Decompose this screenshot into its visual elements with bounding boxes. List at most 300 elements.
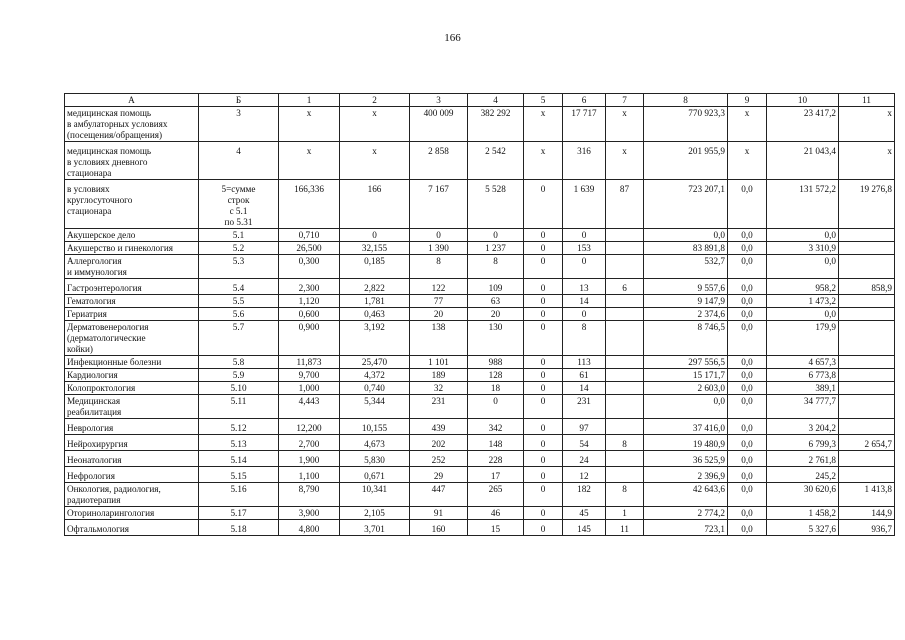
col-11-cell: 2 654,7 [839,435,895,451]
col-2-cell: 32,155 [340,242,410,255]
col-5-cell: 0 [524,229,563,242]
col-2-cell: 1,781 [340,295,410,308]
col-2-cell: 10,155 [340,419,410,435]
col-10-cell: 3 310,9 [767,242,839,255]
row-name: Гастроэнтерология [65,279,199,295]
column-header: 9 [728,94,767,107]
column-header: А [65,94,199,107]
table-row [65,369,895,382]
row-code-cell: 5.4 [199,279,279,295]
col-4-cell: 8 [468,255,524,279]
row-name: Акушерское дело [65,229,199,242]
table-row [65,382,895,395]
col-7-cell: 11 [606,520,644,536]
table-row [65,321,895,356]
col-9-cell: 0,0 [728,507,767,520]
column-header: 4 [468,94,524,107]
col-1-cell: 4,800 [279,520,340,536]
col-5-cell: x [524,107,563,142]
col-6-cell: 153 [563,242,606,255]
col-7-cell [606,467,644,483]
column-header: 6 [563,94,606,107]
col-1-cell: x [279,107,340,142]
col-7-cell: x [606,142,644,180]
table-row [65,419,895,435]
col-6-cell: 231 [563,395,606,419]
col-3-cell: 7 167 [410,180,468,229]
row-name: Аллергология и иммунология [65,255,199,279]
col-6-cell: 45 [563,507,606,520]
row-code-cell: 5.6 [199,308,279,321]
col-11-cell: x [839,107,895,142]
col-10-cell: 389,1 [767,382,839,395]
col-8-cell: 297 556,5 [644,356,728,369]
col-5-cell: 0 [524,369,563,382]
col-1-cell: 2,700 [279,435,340,451]
col-5-cell: 0 [524,180,563,229]
col-9-cell: x [728,142,767,180]
row-code-cell: 5=сумме строк с 5.1 по 5.31 [199,180,279,229]
row-name: Неонатология [65,451,199,467]
col-8-cell: 37 416,0 [644,419,728,435]
col-6-cell: 12 [563,467,606,483]
col-1-cell: 0,300 [279,255,340,279]
col-6-cell: 0 [563,229,606,242]
col-2-cell: 0,463 [340,308,410,321]
row-code-cell: 5.5 [199,295,279,308]
col-6-cell: 17 717 [563,107,606,142]
col-9-cell: 0,0 [728,419,767,435]
col-8-cell: 19 480,9 [644,435,728,451]
col-2-cell: 25,470 [340,356,410,369]
col-8-cell: 8 746,5 [644,321,728,356]
col-3-cell: 160 [410,520,468,536]
col-5-cell: 0 [524,451,563,467]
col-9-cell: 0,0 [728,483,767,507]
row-code-cell: 5.17 [199,507,279,520]
col-3-cell: 91 [410,507,468,520]
col-8-cell: 15 171,7 [644,369,728,382]
col-10-cell: 131 572,2 [767,180,839,229]
col-6-cell: 13 [563,279,606,295]
col-4-cell: 342 [468,419,524,435]
col-10-cell: 23 417,2 [767,107,839,142]
col-3-cell: 29 [410,467,468,483]
col-4-cell: 988 [468,356,524,369]
row-code-cell: 5.15 [199,467,279,483]
col-3-cell: 20 [410,308,468,321]
col-9-cell: 0,0 [728,451,767,467]
col-6-cell: 145 [563,520,606,536]
col-4-cell: 0 [468,229,524,242]
col-8-cell: 42 643,6 [644,483,728,507]
col-1-cell: 0,600 [279,308,340,321]
col-2-cell: 4,673 [340,435,410,451]
col-3-cell: 1 101 [410,356,468,369]
col-5-cell: 0 [524,435,563,451]
col-9-cell: 0,0 [728,180,767,229]
col-1-cell: 4,443 [279,395,340,419]
col-2-cell: 3,192 [340,321,410,356]
col-5-cell: x [524,142,563,180]
row-code-cell: 5.2 [199,242,279,255]
col-5-cell: 0 [524,382,563,395]
col-9-cell: 0,0 [728,520,767,536]
col-6-cell: 97 [563,419,606,435]
row-code-cell: 5.16 [199,483,279,507]
row-name: Акушерство и гинекология [65,242,199,255]
col-9-cell: 0,0 [728,382,767,395]
col-10-cell: 1 473,2 [767,295,839,308]
column-header: 5 [524,94,563,107]
col-5-cell: 0 [524,467,563,483]
col-4-cell: 2 542 [468,142,524,180]
col-3-cell: 231 [410,395,468,419]
col-8-cell: 770 923,3 [644,107,728,142]
col-1-cell: 3,900 [279,507,340,520]
col-1-cell: 166,336 [279,180,340,229]
col-10-cell: 5 327,6 [767,520,839,536]
col-8-cell: 0,0 [644,229,728,242]
col-8-cell: 9 147,9 [644,295,728,308]
col-4-cell: 20 [468,308,524,321]
col-3-cell: 77 [410,295,468,308]
col-9-cell: 0,0 [728,467,767,483]
col-9-cell: 0,0 [728,321,767,356]
col-1-cell: 0,900 [279,321,340,356]
col-4-cell: 148 [468,435,524,451]
row-name: Медицинская реабилитация [65,395,199,419]
col-7-cell: 87 [606,180,644,229]
row-name: Оториноларингология [65,507,199,520]
col-10-cell: 6 799,3 [767,435,839,451]
col-3-cell: 252 [410,451,468,467]
col-6-cell: 182 [563,483,606,507]
col-8-cell: 9 557,6 [644,279,728,295]
col-1-cell: 1,000 [279,382,340,395]
row-name: медицинская помощь в амбулаторных условиях (посещения/обращения) [65,107,199,142]
col-4-cell: 5 528 [468,180,524,229]
col-3-cell: 439 [410,419,468,435]
table-header-row [65,94,895,107]
col-1-cell: 12,200 [279,419,340,435]
col-10-cell: 30 620,6 [767,483,839,507]
col-10-cell: 958,2 [767,279,839,295]
col-2-cell: 2,822 [340,279,410,295]
col-6-cell: 316 [563,142,606,180]
page-number: 166 [444,32,461,44]
table-row [65,467,895,483]
column-header: Б [199,94,279,107]
col-2-cell: 0,185 [340,255,410,279]
column-header: 1 [279,94,340,107]
col-5-cell: 0 [524,242,563,255]
col-2-cell: x [340,142,410,180]
col-11-cell [839,356,895,369]
col-2-cell: 0,671 [340,467,410,483]
col-8-cell: 723 207,1 [644,180,728,229]
row-code-cell: 5.8 [199,356,279,369]
col-7-cell: x [606,107,644,142]
col-2-cell: 5,830 [340,451,410,467]
col-6-cell: 8 [563,321,606,356]
col-7-cell [606,395,644,419]
col-11-cell [839,242,895,255]
col-5-cell: 0 [524,395,563,419]
table-row [65,483,895,507]
col-7-cell [606,369,644,382]
row-name: Кардиология [65,369,199,382]
col-2-cell: 3,701 [340,520,410,536]
col-11-cell: x [839,142,895,180]
col-5-cell: 0 [524,321,563,356]
col-1-cell: 1,900 [279,451,340,467]
table-row [65,107,895,142]
col-9-cell: 0,0 [728,308,767,321]
col-5-cell: 0 [524,507,563,520]
col-11-cell [839,395,895,419]
col-11-cell [839,382,895,395]
col-2-cell: 0 [340,229,410,242]
col-3-cell: 447 [410,483,468,507]
col-4-cell: 18 [468,382,524,395]
col-9-cell: 0,0 [728,229,767,242]
col-10-cell: 21 043,4 [767,142,839,180]
col-10-cell: 2 761,8 [767,451,839,467]
col-9-cell: 0,0 [728,295,767,308]
col-4-cell: 382 292 [468,107,524,142]
col-4-cell: 228 [468,451,524,467]
col-1-cell: 0,710 [279,229,340,242]
col-5-cell: 0 [524,295,563,308]
col-7-cell [606,242,644,255]
col-3-cell: 32 [410,382,468,395]
column-header: 8 [644,94,728,107]
col-5-cell: 0 [524,279,563,295]
col-4-cell: 0 [468,395,524,419]
col-7-cell [606,451,644,467]
col-6-cell: 0 [563,308,606,321]
col-7-cell [606,321,644,356]
table-row [65,435,895,451]
col-3-cell: 400 009 [410,107,468,142]
row-code-cell: 5.14 [199,451,279,467]
col-3-cell: 122 [410,279,468,295]
col-10-cell: 179,9 [767,321,839,356]
col-2-cell: 2,105 [340,507,410,520]
row-code-cell: 5.3 [199,255,279,279]
col-8-cell: 2 603,0 [644,382,728,395]
col-2-cell: 4,372 [340,369,410,382]
col-3-cell: 0 [410,229,468,242]
col-1-cell: 9,700 [279,369,340,382]
col-10-cell: 3 204,2 [767,419,839,435]
col-4-cell: 17 [468,467,524,483]
col-4-cell: 130 [468,321,524,356]
column-header: 7 [606,94,644,107]
col-4-cell: 46 [468,507,524,520]
col-7-cell: 8 [606,435,644,451]
col-5-cell: 0 [524,255,563,279]
col-4-cell: 63 [468,295,524,308]
row-name: Онкология, радиология, радиотерапия [65,483,199,507]
row-name: Нейрохирургия [65,435,199,451]
col-6-cell: 1 639 [563,180,606,229]
col-9-cell: 0,0 [728,255,767,279]
col-2-cell: x [340,107,410,142]
table-row [65,308,895,321]
col-6-cell: 113 [563,356,606,369]
col-1-cell: 1,120 [279,295,340,308]
row-code-cell: 3 [199,107,279,142]
table-row [65,356,895,369]
table-row [65,520,895,536]
row-name: в условиях круглосуточного стационара [65,180,199,229]
col-9-cell: x [728,107,767,142]
col-2-cell: 5,344 [340,395,410,419]
table-row [65,395,895,419]
col-4-cell: 128 [468,369,524,382]
col-8-cell: 2 374,6 [644,308,728,321]
col-9-cell: 0,0 [728,279,767,295]
col-7-cell [606,229,644,242]
row-code-cell: 5.1 [199,229,279,242]
col-7-cell [606,295,644,308]
col-9-cell: 0,0 [728,369,767,382]
col-11-cell: 1 413,8 [839,483,895,507]
col-11-cell [839,451,895,467]
col-5-cell: 0 [524,308,563,321]
col-10-cell: 6 773,8 [767,369,839,382]
col-11-cell: 144,9 [839,507,895,520]
col-7-cell: 6 [606,279,644,295]
row-code-cell: 5.13 [199,435,279,451]
col-1-cell: x [279,142,340,180]
table-row [65,242,895,255]
col-3-cell: 2 858 [410,142,468,180]
col-10-cell: 0,0 [767,229,839,242]
col-3-cell: 189 [410,369,468,382]
column-header: 3 [410,94,468,107]
col-9-cell: 0,0 [728,356,767,369]
table-row [65,142,895,180]
col-4-cell: 265 [468,483,524,507]
column-header: 2 [340,94,410,107]
col-4-cell: 109 [468,279,524,295]
row-name: Колопроктология [65,382,199,395]
col-6-cell: 61 [563,369,606,382]
col-10-cell: 245,2 [767,467,839,483]
table-row [65,507,895,520]
col-10-cell: 1 458,2 [767,507,839,520]
col-11-cell [839,369,895,382]
col-11-cell: 19 276,8 [839,180,895,229]
table-row [65,295,895,308]
row-code-cell: 5.7 [199,321,279,356]
col-11-cell [839,255,895,279]
table-row [65,229,895,242]
col-3-cell: 8 [410,255,468,279]
col-11-cell [839,321,895,356]
row-code-cell: 5.12 [199,419,279,435]
col-1-cell: 26,500 [279,242,340,255]
col-2-cell: 0,740 [340,382,410,395]
col-9-cell: 0,0 [728,395,767,419]
col-2-cell: 10,341 [340,483,410,507]
column-header: 11 [839,94,895,107]
col-11-cell: 936,7 [839,520,895,536]
col-11-cell [839,419,895,435]
col-3-cell: 1 390 [410,242,468,255]
col-3-cell: 202 [410,435,468,451]
col-3-cell: 138 [410,321,468,356]
col-9-cell: 0,0 [728,435,767,451]
col-10-cell: 0,0 [767,308,839,321]
col-6-cell: 54 [563,435,606,451]
col-8-cell: 36 525,9 [644,451,728,467]
row-code-cell: 5.9 [199,369,279,382]
col-10-cell: 0,0 [767,255,839,279]
col-5-cell: 0 [524,520,563,536]
col-1-cell: 2,300 [279,279,340,295]
table-row [65,255,895,279]
col-6-cell: 14 [563,382,606,395]
col-5-cell: 0 [524,356,563,369]
col-5-cell: 0 [524,419,563,435]
col-7-cell [606,419,644,435]
row-name: Гериатрия [65,308,199,321]
col-8-cell: 2 396,9 [644,467,728,483]
col-1-cell: 1,100 [279,467,340,483]
col-4-cell: 1 237 [468,242,524,255]
table-row [65,180,895,229]
table-row [65,451,895,467]
col-6-cell: 24 [563,451,606,467]
row-name: Инфекционные болезни [65,356,199,369]
col-10-cell: 4 657,3 [767,356,839,369]
col-7-cell [606,356,644,369]
row-code-cell: 5.10 [199,382,279,395]
col-11-cell [839,295,895,308]
col-7-cell [606,308,644,321]
col-5-cell: 0 [524,483,563,507]
col-6-cell: 0 [563,255,606,279]
table-row [65,279,895,295]
row-name: Неврология [65,419,199,435]
col-7-cell: 8 [606,483,644,507]
col-11-cell [839,467,895,483]
row-code-cell: 5.18 [199,520,279,536]
row-code-cell: 5.11 [199,395,279,419]
col-8-cell: 83 891,8 [644,242,728,255]
row-name: медицинская помощь в условиях дневного стационара [65,142,199,180]
col-11-cell: 858,9 [839,279,895,295]
col-9-cell: 0,0 [728,242,767,255]
col-7-cell [606,255,644,279]
col-8-cell: 201 955,9 [644,142,728,180]
row-name: Дерматовенерология (дерматологические койки) [65,321,199,356]
col-8-cell: 723,1 [644,520,728,536]
row-name: Офтальмология [65,520,199,536]
col-1-cell: 8,790 [279,483,340,507]
col-4-cell: 15 [468,520,524,536]
row-name: Гематология [65,295,199,308]
column-header: 10 [767,94,839,107]
col-11-cell [839,229,895,242]
col-8-cell: 0,0 [644,395,728,419]
col-10-cell: 34 777,7 [767,395,839,419]
col-2-cell: 166 [340,180,410,229]
